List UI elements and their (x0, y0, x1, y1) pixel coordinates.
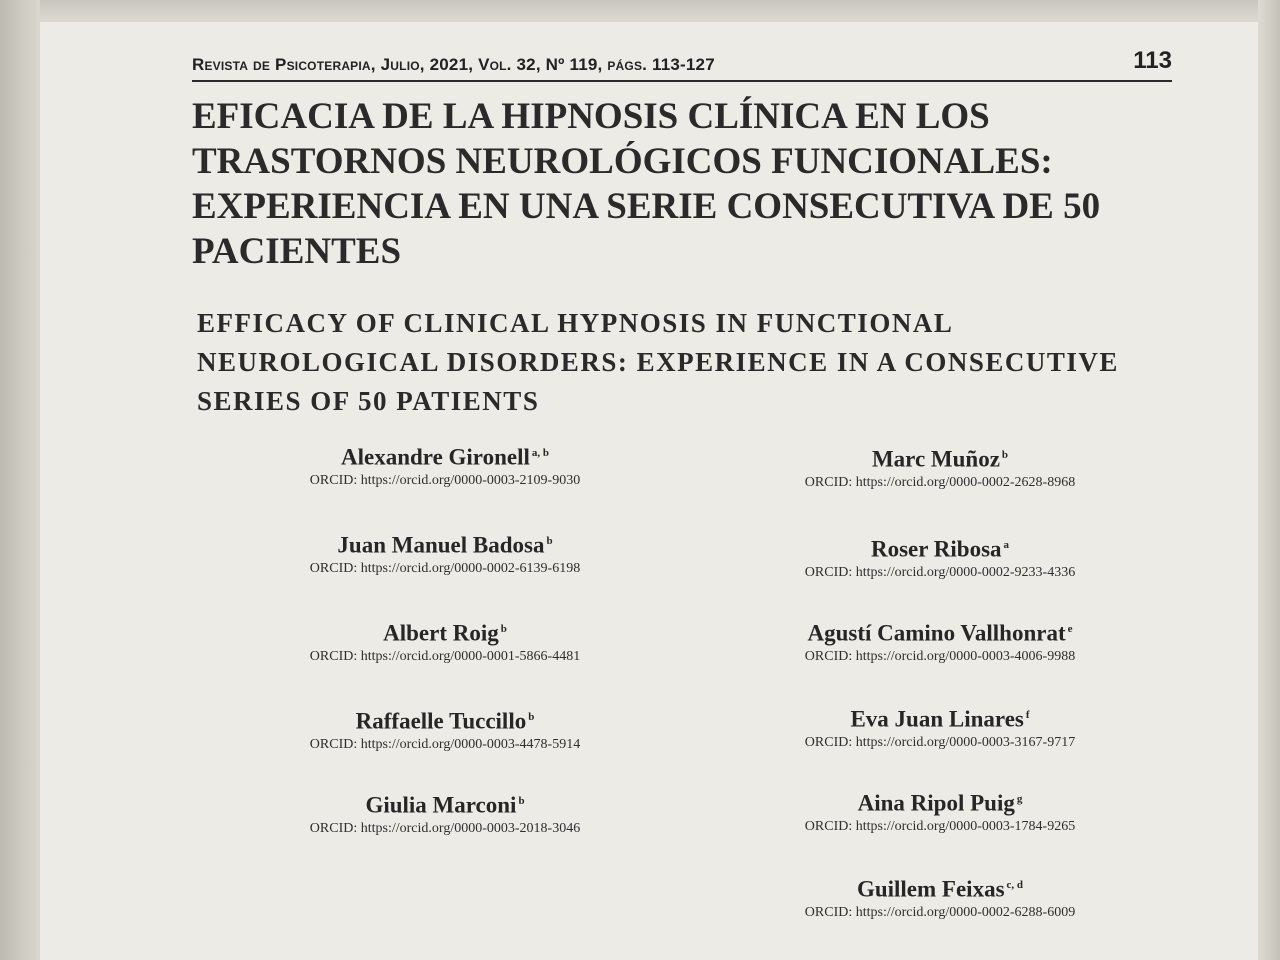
journal-citation: Revista de Psicoterapia, Julio, 2021, Vol. 32, Nº 119, págs. 113-127 (192, 55, 715, 74)
author-block (210, 440, 680, 491)
author-block (210, 528, 680, 579)
orcid-link[interactable]: ORCID: https://orcid.org/0000-0002-6139-6198 (309, 560, 581, 576)
running-header (192, 46, 1172, 82)
affiliation-marker: a (1003, 539, 1010, 551)
orcid-link[interactable]: ORCID: https://orcid.org/0000-0002-6288-6009 (804, 904, 1076, 920)
orcid-link[interactable]: ORCID: https://orcid.org/0000-0002-9233-4336 (804, 564, 1076, 580)
author-block (700, 702, 1180, 753)
orcid-link[interactable]: ORCID: https://orcid.org/0000-0003-2018-3046 (309, 820, 581, 836)
page-number: 113 (1133, 47, 1172, 74)
affiliation-marker: b (546, 535, 553, 547)
affiliation-marker: g (1016, 793, 1023, 805)
author-name: Eva Juan Linares $^f$ (850, 706, 1030, 732)
author-name: Alexandre Gironell $^{a, b}$ (340, 444, 550, 470)
author-name: Agustí Camino Vallhonrat $^e$ (807, 620, 1073, 646)
author-block (700, 616, 1180, 667)
orcid-link[interactable]: ORCID: https://orcid.org/0000-0003-2109-9030 (309, 472, 581, 488)
orcid-link[interactable]: ORCID: https://orcid.org/0000-0001-5866-4481 (309, 648, 581, 664)
author-name: Roser Ribosa $^a$ (870, 536, 1010, 562)
author-name: Raffaelle Tuccillo $^b$ (355, 708, 535, 734)
author-block (700, 532, 1180, 583)
author-name: Albert Roig $^b$ (383, 620, 507, 646)
affiliation-marker: f (1025, 709, 1030, 721)
monitor-bezel-left (0, 0, 40, 960)
affiliation-marker: c, d (1006, 879, 1024, 891)
orcid-link[interactable]: ORCID: https://orcid.org/0000-0003-1784-9265 (804, 818, 1076, 834)
document-page (40, 22, 1258, 960)
article-title-english: EFFICACY OF CLINICAL HYPNOSIS IN FUNCTIONAL NEUROLOGICAL DISORDERS: EXPERIENCE IN A CONSECUTIVE SERIES OF 50 PATIENTS (197, 308, 1119, 416)
author-name: Aina Ripol Puig $^g$ (857, 790, 1023, 816)
affiliation-marker: e (1067, 623, 1073, 635)
orcid-link[interactable]: ORCID: https://orcid.org/0000-0003-4478-5914 (309, 736, 581, 752)
orcid-link[interactable]: ORCID: https://orcid.org/0000-0003-4006-9988 (804, 648, 1076, 664)
author-name: Giulia Marconi $^b$ (365, 792, 525, 818)
affiliation-marker: b (518, 795, 525, 807)
affiliation-marker: b (1001, 449, 1009, 461)
affiliation-marker: b (500, 623, 507, 635)
author-block (210, 788, 680, 839)
author-block (210, 616, 680, 667)
affiliation-marker: a, b (531, 447, 550, 459)
author-block (210, 704, 680, 755)
author-name: Juan Manuel Badosa $^b$ (337, 532, 553, 558)
author-name: Guillem Feixas $^{c, d}$ (856, 876, 1024, 902)
orcid-link[interactable]: ORCID: https://orcid.org/0000-0002-2628-8968 (804, 474, 1076, 490)
author-name: Marc Muñoz $^b$ (871, 446, 1009, 472)
article-title-spanish: EFICACIA DE LA HIPNOSIS CLÍNICA EN LOS TRASTORNOS NEUROLÓGICOS FUNCIONALES: EXPERIENCIA EN UNA SERIE CONSECUTIVA DE 50 PACIENTES (192, 96, 1101, 272)
monitor-bezel-top (0, 0, 1280, 22)
author-block (700, 442, 1180, 493)
affiliation-marker: b (528, 711, 535, 723)
orcid-link[interactable]: ORCID: https://orcid.org/0000-0003-3167-9717 (804, 734, 1076, 750)
author-block (700, 872, 1180, 923)
author-block (700, 786, 1180, 837)
monitor-bezel-right (1258, 0, 1280, 960)
